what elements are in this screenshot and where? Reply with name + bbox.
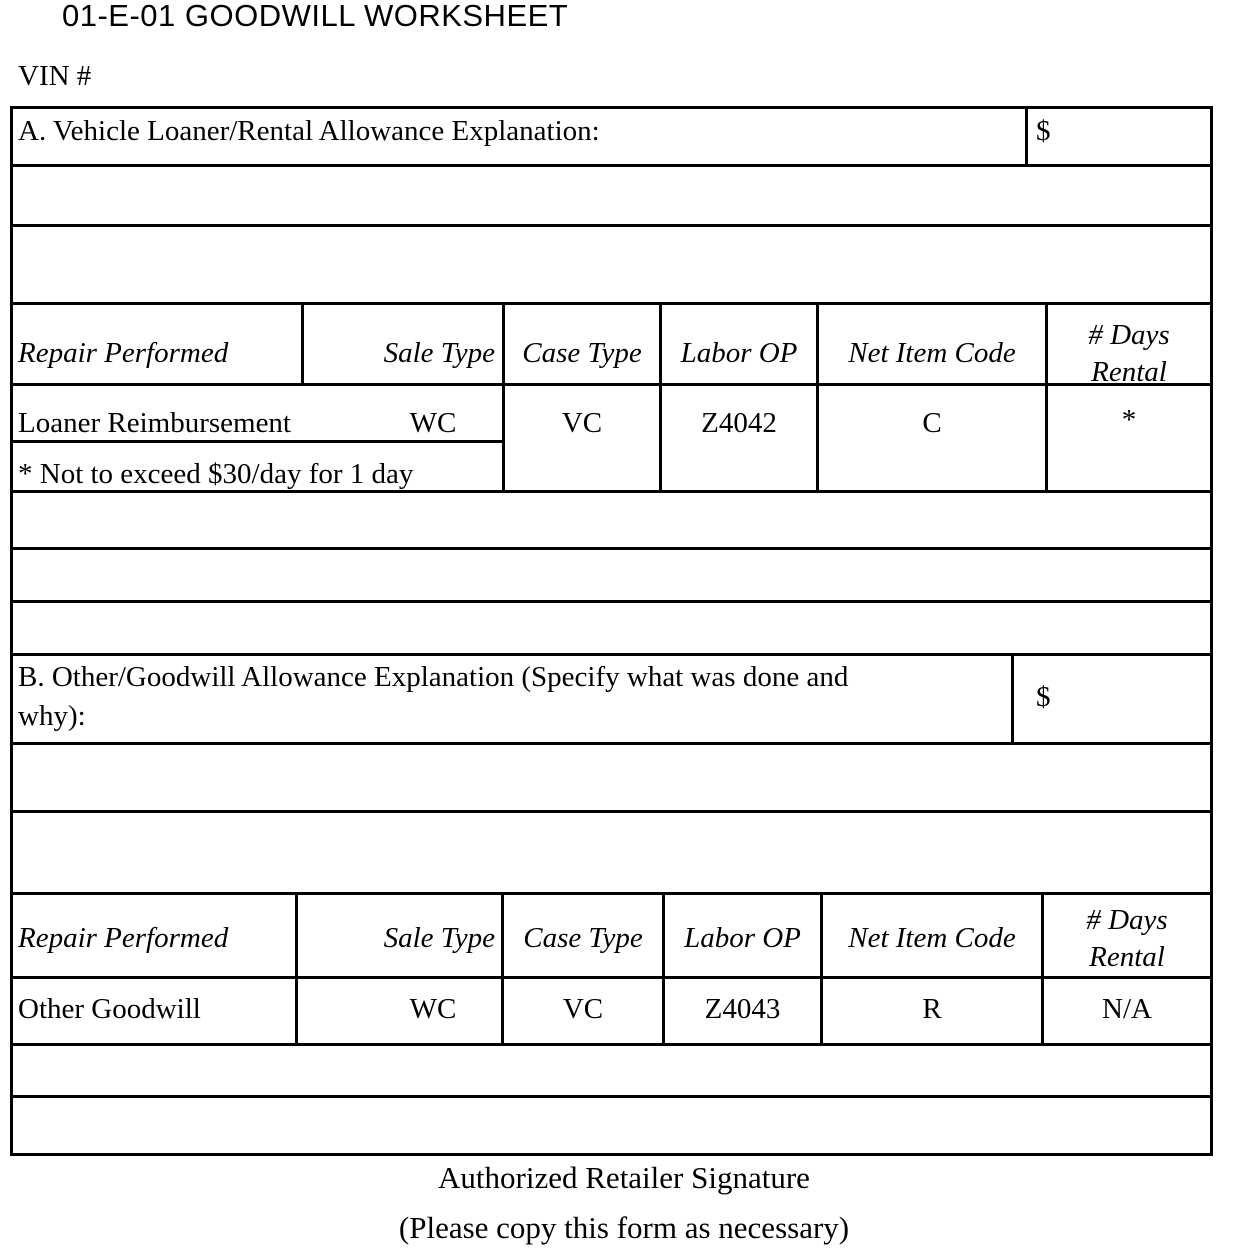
page-title: 01-E-01 GOODWILL WORKSHEET <box>62 0 569 33</box>
divider <box>502 302 505 493</box>
rental-limit-note: * Not to exceed $30/day for 1 day <box>18 458 414 490</box>
net-item-code-cell: R <box>922 993 942 1025</box>
divider <box>659 302 662 493</box>
header-days: # Days <box>1086 904 1168 936</box>
labor-op-cell: Z4042 <box>701 407 777 439</box>
divider <box>1025 109 1028 167</box>
header-labor-op: Labor OP <box>680 337 798 369</box>
divider <box>13 302 1210 305</box>
header-net-item-code: Net Item Code <box>848 922 1016 954</box>
divider <box>1011 653 1014 745</box>
case-type-cell: VC <box>561 407 603 439</box>
header-repair-performed: Repair Performed <box>18 337 229 369</box>
divider <box>13 164 1210 167</box>
signature-label: Authorized Retailer Signature <box>438 1160 810 1195</box>
header-labor-op: Labor OP <box>684 922 801 954</box>
header-repair-performed: Repair Performed <box>18 922 229 954</box>
divider <box>816 302 819 493</box>
sale-type-cell: WC <box>409 407 457 439</box>
divider <box>13 224 1210 227</box>
header-sale-type: Sale Type <box>383 922 495 954</box>
header-sale-type: Sale Type <box>383 337 495 369</box>
section-a-heading: A. Vehicle Loaner/Rental Allowance Explanation: <box>18 115 600 147</box>
divider <box>13 892 1210 895</box>
divider <box>13 1043 1210 1046</box>
section-b-currency: $ <box>1036 681 1051 713</box>
header-case-type: Case Type <box>523 922 643 954</box>
sale-type-cell: WC <box>409 993 457 1025</box>
header-case-type: Case Type <box>522 337 642 369</box>
divider <box>13 1095 1210 1098</box>
divider <box>295 892 298 1046</box>
header-rental: Rental <box>1091 356 1167 388</box>
days-rental-cell: * <box>1121 404 1137 436</box>
header-rental: Rental <box>1089 941 1165 973</box>
section-b-heading: B. Other/Goodwill Allowance Explanation (Specify what was done and <box>18 661 849 693</box>
section-b-heading-continued: why): <box>18 700 86 732</box>
header-net-item-code: Net Item Code <box>848 337 1016 369</box>
goodwill-worksheet-form <box>10 106 1213 1156</box>
section-a-currency: $ <box>1036 115 1051 147</box>
copy-note: (Please copy this form as necessary) <box>398 1210 850 1245</box>
days-rental-cell: N/A <box>1102 993 1152 1025</box>
repair-performed-cell: Other Goodwill <box>18 993 201 1025</box>
divider <box>13 742 1210 745</box>
case-type-cell: VC <box>562 993 604 1025</box>
divider <box>13 600 1210 603</box>
repair-performed-cell: Loaner Reimbursement <box>18 407 291 439</box>
divider <box>13 653 1210 656</box>
header-days: # Days <box>1088 319 1170 351</box>
divider <box>13 547 1210 550</box>
vin-label: VIN # <box>18 60 92 92</box>
divider <box>13 810 1210 813</box>
divider <box>13 383 1210 386</box>
divider <box>13 976 1210 979</box>
labor-op-cell: Z4043 <box>704 993 781 1025</box>
net-item-code-cell: C <box>922 407 942 439</box>
